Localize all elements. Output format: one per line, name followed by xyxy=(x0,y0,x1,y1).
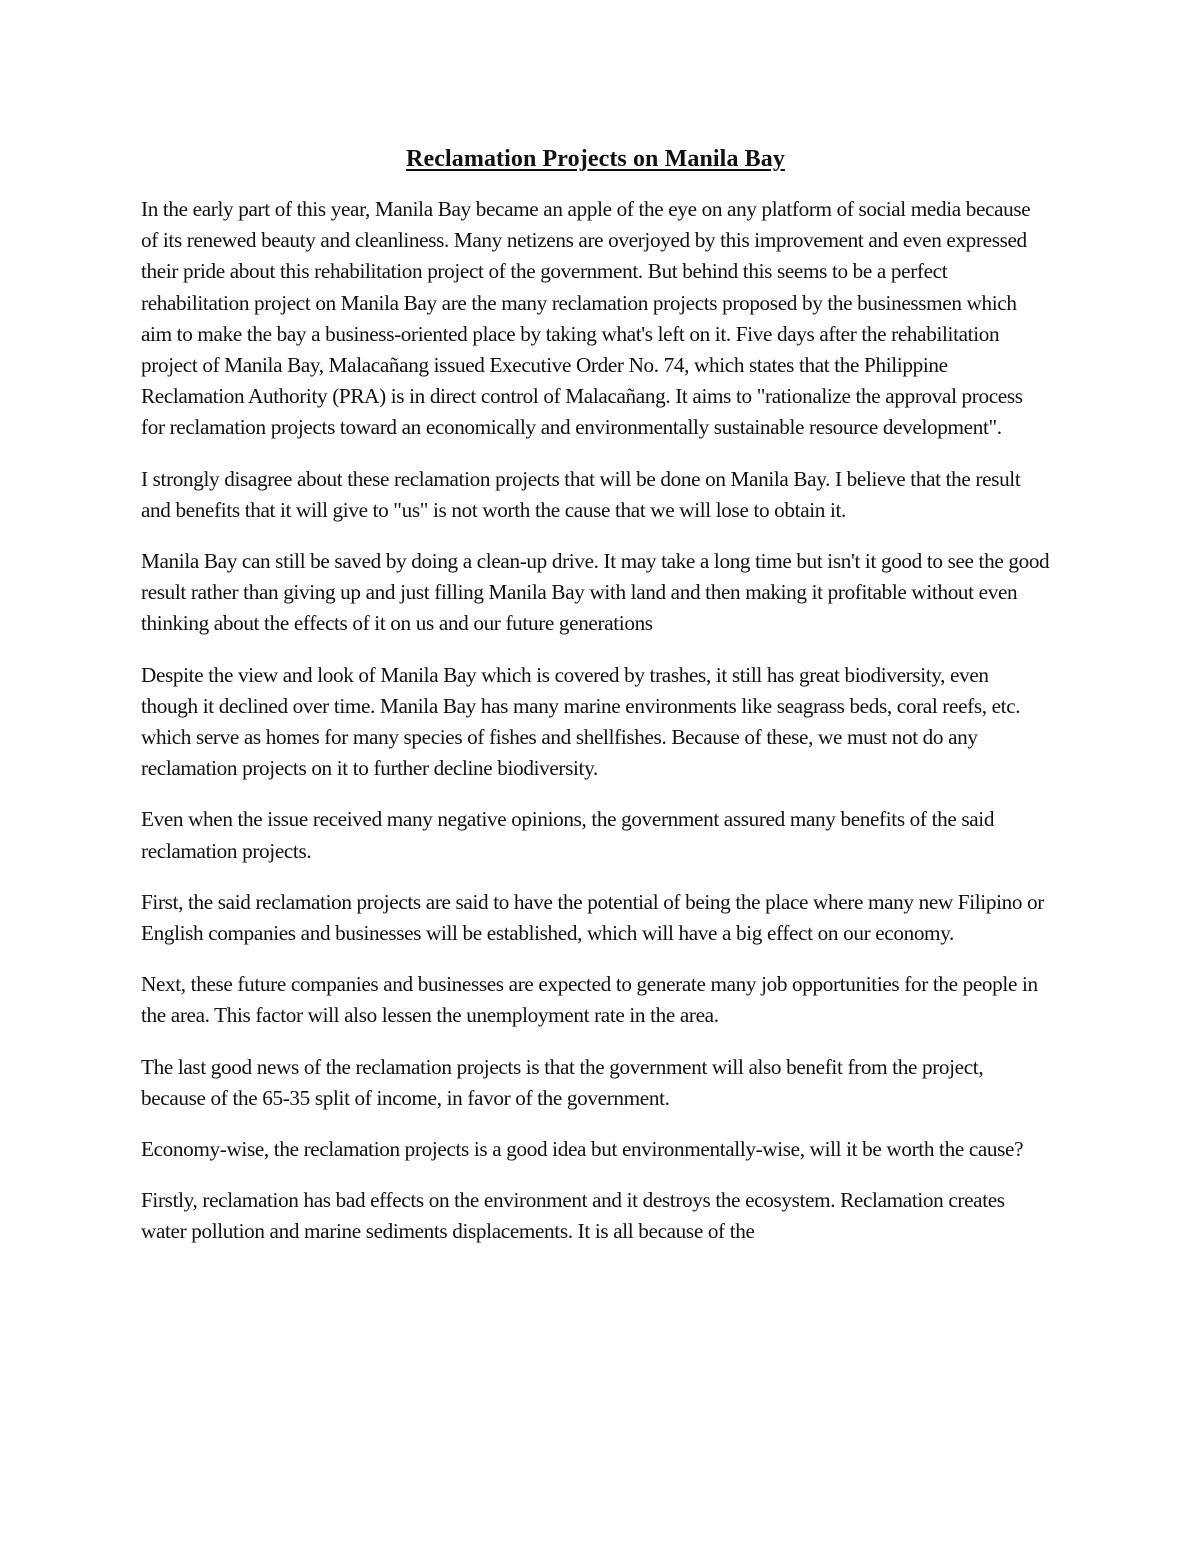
paragraph-economy-wise: Economy-wise, the reclamation projects is a good idea but environmentally-wise, will it be worth the cause? xyxy=(141,1137,1024,1162)
paragraph-biodiversity: Despite the view and look of Manila Bay which is covered by trashes, it still has great biodiversity, even though it declined over time. Manila Bay has many marine environments like seagrass beds, coral reefs, etc. which serve as homes for many species of fishes and shellfishes. Because of these, we must not do any reclamation projects on it to further decline biodiversity. xyxy=(141,662,1021,781)
paragraph-last-benefit: The last good news of the reclamation projects is that the government will also benefit from the project, because of the 65-35 split of income, in favor of the government. xyxy=(141,1054,984,1110)
paragraph-disagree: I strongly disagree about these reclamation projects that will be done on Manila Bay. I believe that the result and benefits that it will give to "us" is not worth the cause that we will lose to obtain it. xyxy=(141,466,1021,522)
paragraph-government-assurance: Even when the issue received many negative opinions, the government assured many benefits of the said reclamation projects. xyxy=(141,807,995,863)
document-title: Reclamation Projects on Manila Bay xyxy=(406,146,785,172)
paragraph-next-benefit: Next, these future companies and businesses are expected to generate many job opportunities for the people in the area. This factor will also lessen the unemployment rate in the area. xyxy=(141,972,1038,1028)
paragraph-clean-up: Manila Bay can still be saved by doing a clean-up drive. It may take a long time but isn't it good to see the good result rather than giving up and just filling Manila Bay with land and then making it profitable without even thinking about the effects of it on us and our future generations xyxy=(141,549,1050,636)
paragraph-environmental-effects: Firstly, reclamation has bad effects on the environment and it destroys the ecosystem. Reclamation creates water pollution and marine sediments displacements. It is all because of the xyxy=(141,1188,1005,1244)
paragraph-intro: In the early part of this year, Manila Bay became an apple of the eye on any platform of social media because of its renewed beauty and cleanliness. Many netizens are overjoyed by this improvement and even expressed their pride about this rehabilitation project of the government. But behind this seems to be a perfect rehabilitation project on Manila Bay are the many reclamation projects proposed by the businessmen which aim to make the bay a business-oriented place by taking what's left on it. Five days after the rehabilitation project of Manila Bay, Malacañang issued Executive Order No. 74, which states that the Philippine Reclamation Authority (PRA) is in direct control of Malacañang. It aims to "rationalize the approval process for reclamation projects toward an economically and environmentally sustainable resource development". xyxy=(141,197,1031,440)
paragraph-first-benefit: First, the said reclamation projects are said to have the potential of being the place where many new Filipino or English companies and businesses will be established, which will have a big effect on our economy. xyxy=(141,889,1045,946)
